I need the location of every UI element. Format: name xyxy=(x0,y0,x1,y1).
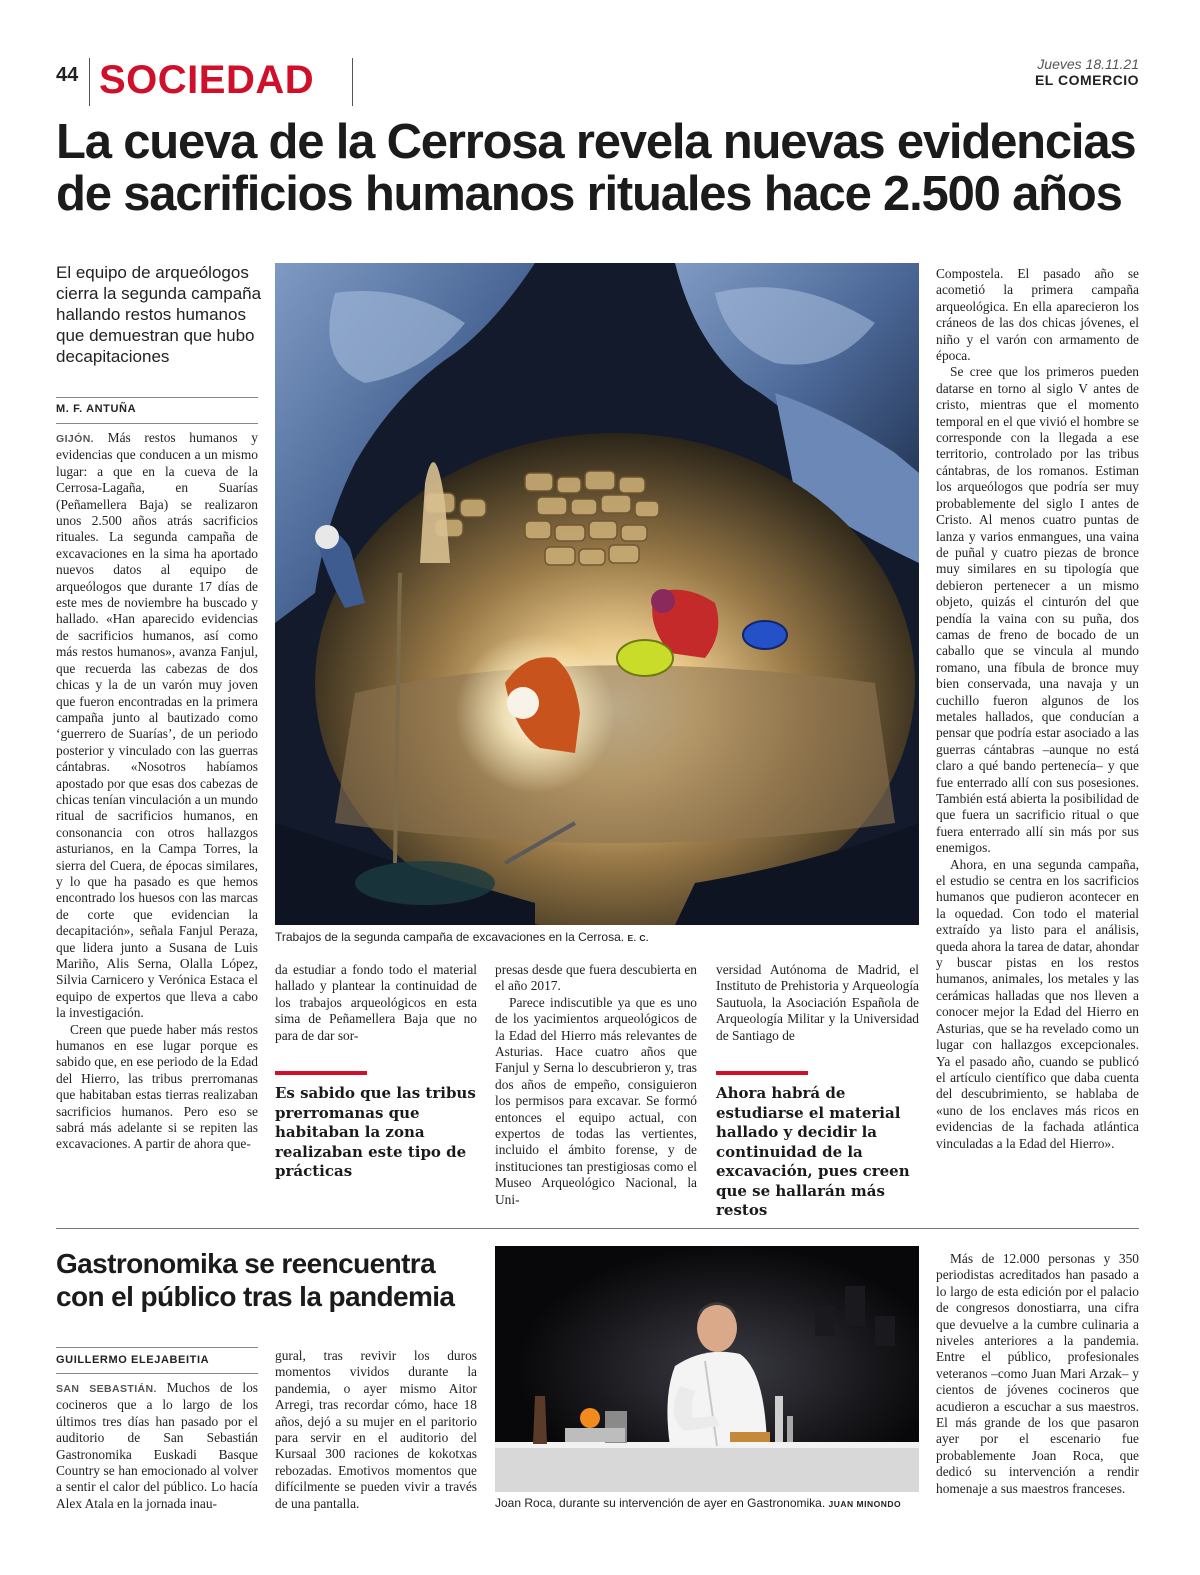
main-headline-line-1: La cueva de la Cerrosa revela nuevas evidencias xyxy=(56,115,1136,169)
main-headline-line-2: de sacrificios humanos rituales hace 2.500 años xyxy=(56,167,1122,221)
second-dateline-city: SAN SEBASTIÁN. xyxy=(56,1383,157,1395)
second-article-column-1 xyxy=(56,1380,258,1512)
column-4-paragraph-1: versidad Autónoma de Madrid, el Instituto de Prehistoria y Arqueología Sautuola, la Asociación Española de Arqueología Militar y la Universidad de Santiago de xyxy=(716,962,919,1043)
second-byline: GUILLERMO ELEJABEITIA xyxy=(56,1354,210,1366)
main-headline xyxy=(56,116,1156,220)
second-column-2-paragraph: gural, tras revivir los duros momentos vividos durante la pandemia, o ayer mismo Aitor Arregi, tras recordar cómo, hace 18 años, dejó a su mujer en el paritorio para servir en el auditorio del Kursaal 300 raciones de kokotxas rebozadas. Emotivos momentos que difícilmente se pueden vivir a través de una pantalla. xyxy=(275,1348,477,1511)
byline-2-top-rule xyxy=(56,1347,258,1348)
header-divider-right xyxy=(352,58,353,106)
byline-2-rule xyxy=(56,1373,258,1374)
article-subhead: El equipo de arqueólogos cierra la segunda campaña hallando restos humanos que demuestran que hubo decapitaciones xyxy=(56,263,262,366)
pull-quote-1-bar xyxy=(275,1071,367,1075)
article-column-2 xyxy=(275,962,477,1044)
page-number: 44 xyxy=(56,64,79,86)
column-2-paragraph-1: da estudiar a fondo todo el material hallado y plantear la continuidad de los trabajos arqueológicos en esta sima de Peñamellera Baja que no para de dar sor- xyxy=(275,962,477,1043)
subhead-rule xyxy=(56,397,258,398)
issue-date: Jueves 18.11.21 xyxy=(1037,56,1139,72)
column-3-paragraph-1: presas desde que fuera descubierta en el año 2017. xyxy=(495,962,697,994)
second-photo-credit: JUAN MINONDO xyxy=(828,1499,902,1509)
pull-quote-2: Ahora habrá de estudiarse el material hallado y decidir la continuidad de la excavación, pues creen que se hallarán más restos xyxy=(716,1084,910,1219)
column-5-paragraph-2: Se cree que los primeros pueden datarse en torno al siglo V antes de cristo, mientras que el momento temporal en el que vivió el hombre se corresponde con la llegada a ese territorio, controlado por las tribus cántabras, de los romanos. Estiman los arqueólogos que podría ser muy probablemente del siglo I antes de Cristo. Al menos cuatro puntas de lanza y varios enmangues, una vaina de puñal y cuatro piezas de bronce muy similares en su tipología que debieron pertenecer a un mismo objeto, quizás el cinturón del que pendía la vaina con su puña, dos camas de freno de bocado de un caballo que se vincula al mundo romano, una fíbula de bronce muy bien conservada, una navaja y un cuchillo fueron algunos de los metales hallados, que conducían a pensar que podría estar asociado a las guerras cántabras –aunque no está claro a qué bando pertenecía– y que fue enterrado allí con sus posesiones. También está abierta la posibilidad de que fuera un sacrificio ritual o que fuera enterrado allí sin más por sus enemigos. xyxy=(936,364,1139,856)
dateline-city: GIJÓN. xyxy=(56,433,94,445)
cave-excavation-photo xyxy=(275,263,919,925)
header-divider-left xyxy=(89,58,90,106)
byline-rule xyxy=(56,423,258,424)
second-article-column-2 xyxy=(275,1348,477,1512)
second-column-3-paragraph: Más de 12.000 personas y 350 periodistas acreditados han pasado a lo largo de esta edición por el palacio de congresos donostiarra, una cifra que devuelve a la cumbre culinaria a niveles anteriores a la pandemia. Entre el público, profesionales veteranos –como Juan Mari Arzak– y cientos de jóvenes cocineros que acudieron a escuchar a sus maestros. El más grande de los que pasaron ayer por el escenario fue probablemente Joan Roca, que dedicó su intervención a rendir homenaje a sus maestros franceses. xyxy=(936,1251,1139,1496)
article-column-4 xyxy=(716,962,919,1044)
pull-quote-2-bar xyxy=(716,1071,808,1075)
column-5-paragraph-1: Compostela. El pasado año se acometió la primera campaña arqueológica. En ella aparecieron los cráneos de las dos chicas jóvenes, el niño y el varón con armamento de época. xyxy=(936,266,1139,364)
article-column-5 xyxy=(936,266,1139,1152)
article-column-1 xyxy=(56,430,258,1153)
second-photo-caption: Joan Roca, durante su intervención de ayer en Gastronomika. JUAN MINONDO xyxy=(495,1496,902,1510)
second-article-column-3 xyxy=(936,1251,1139,1497)
photo-credit: E. C. xyxy=(627,933,649,943)
article-column-3 xyxy=(495,962,697,1208)
chef-stage-photo xyxy=(495,1246,919,1492)
article-divider xyxy=(56,1228,1139,1229)
newspaper-name: EL COMERCIO xyxy=(1034,72,1139,88)
pull-quote-1: Es sabido que las tribus prerromanas que habitaban la zona realizaban este tipo de prácticas xyxy=(275,1084,476,1180)
second-headline: Gastronomika se reencuentra con el público tras la pandemia xyxy=(56,1248,455,1312)
column-3-paragraph-2: Parece indiscutible ya que es uno de los yacimientos arqueológicos de la Edad del Hierro más relevantes de Asturias. Hace cuatro años que Fanjul y Serna lo descubrieron y, tras dos años de empeño, consiguieron los permisos para excavar. Se formó entonces el equipo actual, con expertos de todas las vertientes, incluido el ámbito forense, y de instituciones tan prestigiosas como el Museo Arqueológico Nacional, la Uni- xyxy=(495,994,697,1207)
column-1-paragraph-2: Creen que puede haber más restos humanos en ese lugar porque es sabido que, en ese periodo de la Edad del Hierro, las tribus prerromanas que habitaban estas tierras realizaban sacrificios humanos. Pero eso se sabrá más adelante si se repiten las excavaciones. A partir de ahora que- xyxy=(56,1021,258,1152)
article-byline: M. F. ANTUÑA xyxy=(56,403,137,415)
section-title: SOCIEDAD xyxy=(99,58,315,102)
column-1-paragraph-1: GIJÓN. Más restos humanos y evidencias que conducen a un mismo lugar: a que en la cueva de la Cerrosa-Lagaña, en Suarías (Peñamellera Baja) se realizaron unos 2.500 años atrás sacrificios rituales. La segunda campaña de excavaciones en la sima ha aportado nuevos datos al equipo de arqueólogos que durante 17 días de este mes de noviembre ha buscado y hallado. «Han aparecido evidencias de sacrificios humanos, así como más restos humanos», avanza Fanjul, que recuerda las cabezas de dos chicas y la de un varón muy joven que fueron encontradas en la primera campaña junto al bautizado como ‘guerrero de Suarías’, de un periodo posterior y vinculado con las guerras cántabras. «Nosotros habíamos apostado por que esas dos cabezas de chicas tenían vinculación a un mundo ritual de sacrificios humanos, en consonancia con otros hallazgos asturianos, en la Campa Torres, la sierra del Cuera, de épocas similares, y lo que ha pasado es que hemos encontrado los huesos con las marcas de corte que evidencian la decapitación», señala Fanjul Peraza, que lidera junto a Susana de Luis Mariño, Alis Serna, Olalla López, Silvia Carnicero y Verónica Estaca el equipo de expertos que lleva a cabo la investigación. xyxy=(56,430,258,1021)
photo-caption: Trabajos de la segunda campaña de excavaciones en la Cerrosa. E. C. xyxy=(275,930,649,944)
second-column-1-paragraph: SAN SEBASTIÁN. Muchos de los cocineros que a lo largo de los últimos tres días han pasado por el auditorio de San Sebastián Gastronomika Euskadi Basque Country se han emocionado al volver a sentir el calor del público. Lo hacía Alex Atala en la jornada inau- xyxy=(56,1380,258,1511)
column-5-paragraph-3: Ahora, en una segunda campaña, el estudio se centra en los sacrificios humanos que pudieron acontecer en la oquedad. Con todo el material extraído ya listo para el análisis, queda ahora la tarea de datar, ahondar y buscar pistas en los restos humanos, animales, los metales y las cerámicas halladas que nos lleven a conocer mejor la Edad del Hierro en Asturias, que se ha revelado como un lugar con hallazgos excepcionales. Ya el pasado año, cuando se publicó el artículo científico que daba cuenta del descubrimiento, se hablaba de «uno de los enclaves más ricos en evidencias de la fachada atlántica vinculadas a la Edad del Hierro». xyxy=(936,856,1139,1151)
